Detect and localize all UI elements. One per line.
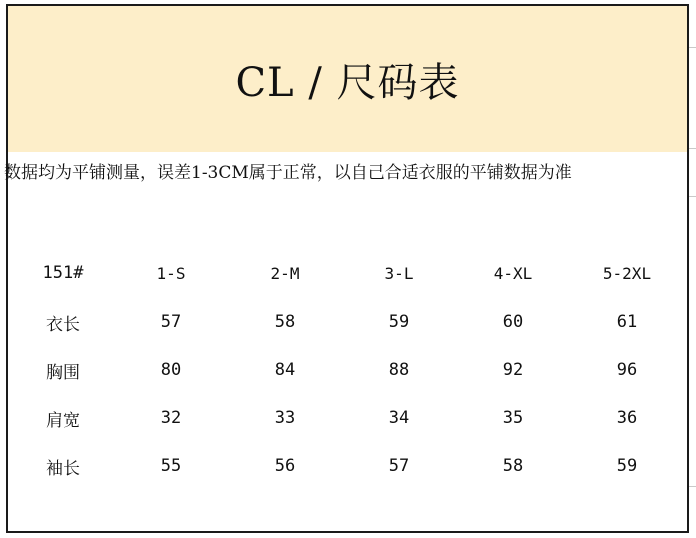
size-header: 3-L [384, 263, 414, 283]
style-code: 151# [42, 263, 84, 283]
table-cell: 58 [274, 312, 296, 332]
table-cell: 84 [274, 360, 296, 380]
table-cell: 32 [160, 408, 182, 428]
row-label: 肩宽 [46, 410, 80, 431]
table-cell: 57 [160, 312, 182, 332]
size-header: 2-M [270, 263, 300, 283]
table-cell: 33 [274, 408, 296, 428]
table-row [12, 298, 684, 346]
table-cell: 56 [274, 456, 296, 476]
table-row [12, 346, 684, 394]
table-row [12, 394, 684, 442]
table-cell: 36 [616, 408, 638, 428]
page-title: CL / 尺码表 [235, 59, 460, 106]
size-header: 5-2XL [602, 263, 652, 283]
table-cell: 61 [616, 312, 638, 332]
table-cell: 58 [502, 456, 524, 476]
size-table [12, 248, 684, 490]
grid-line [689, 148, 696, 149]
title-banner [8, 6, 687, 152]
table-cell: 59 [388, 312, 410, 332]
table-cell: 59 [616, 456, 638, 476]
grid-line [689, 486, 696, 487]
table-cell: 34 [388, 408, 410, 428]
measurement-note: 数据均为平铺测量，误差1-3CM属于正常，以自己合适衣服的平铺数据为准 [4, 163, 572, 183]
row-label: 衣长 [46, 314, 80, 335]
size-header: 1-S [156, 263, 186, 283]
table-cell: 96 [616, 360, 638, 380]
row-label: 袖长 [46, 458, 80, 479]
size-header: 4-XL [493, 263, 533, 283]
table-cell: 88 [388, 360, 410, 380]
table-row [12, 442, 684, 490]
table-cell: 92 [502, 360, 524, 380]
grid-line [689, 47, 696, 48]
table-cell: 60 [502, 312, 524, 332]
row-label: 胸围 [46, 362, 80, 383]
table-cell: 57 [388, 456, 410, 476]
table-cell: 35 [502, 408, 524, 428]
table-cell: 80 [160, 360, 182, 380]
grid-line [689, 196, 696, 197]
table-cell: 55 [160, 456, 182, 476]
size-header-row [12, 248, 684, 298]
